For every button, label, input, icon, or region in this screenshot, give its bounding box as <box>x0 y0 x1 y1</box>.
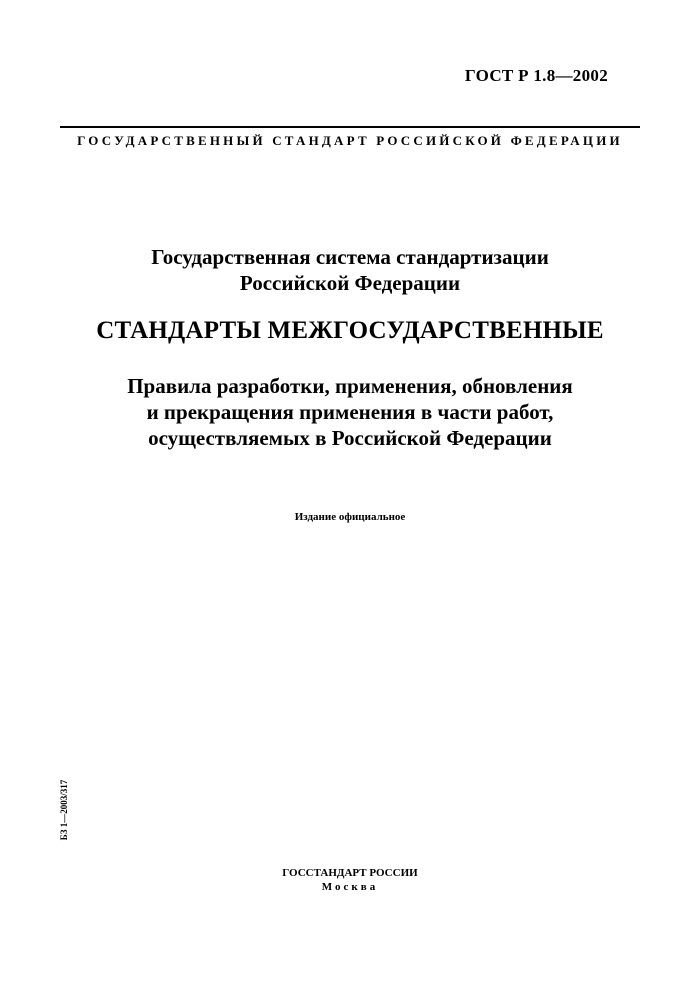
edition-label: Издание официальное <box>294 511 406 523</box>
subtitle-line: и прекращения применения в части работ, <box>146 400 554 424</box>
publisher-block <box>0 866 700 894</box>
publisher-name: ГОССТАНДАРТ РОССИИ <box>282 867 418 879</box>
document-number: ГОСТ Р 1.8—2002 <box>464 66 608 85</box>
system-title <box>0 244 700 296</box>
subtitle-line: Правила разработки, применения, обновления <box>127 374 573 398</box>
publisher-city: Москва <box>321 881 379 893</box>
side-registration-code: БЗ 1—2003/317 <box>59 779 69 841</box>
system-title-line: Российской Федерации <box>239 271 461 295</box>
subtitle-line: осуществляемых в Российской Федерации <box>148 426 552 450</box>
state-standard-heading: ГОСУДАРСТВЕННЫЙ СТАНДАРТ РОССИЙСКОЙ ФЕДЕРАЦИИ <box>77 133 623 148</box>
document-subtitle <box>0 373 700 451</box>
main-title: СТАНДАРТЫ МЕЖГОСУДАРСТВЕННЫЕ <box>96 317 604 344</box>
system-title-line: Государственная система стандартизации <box>151 245 549 269</box>
header-divider <box>60 126 640 128</box>
